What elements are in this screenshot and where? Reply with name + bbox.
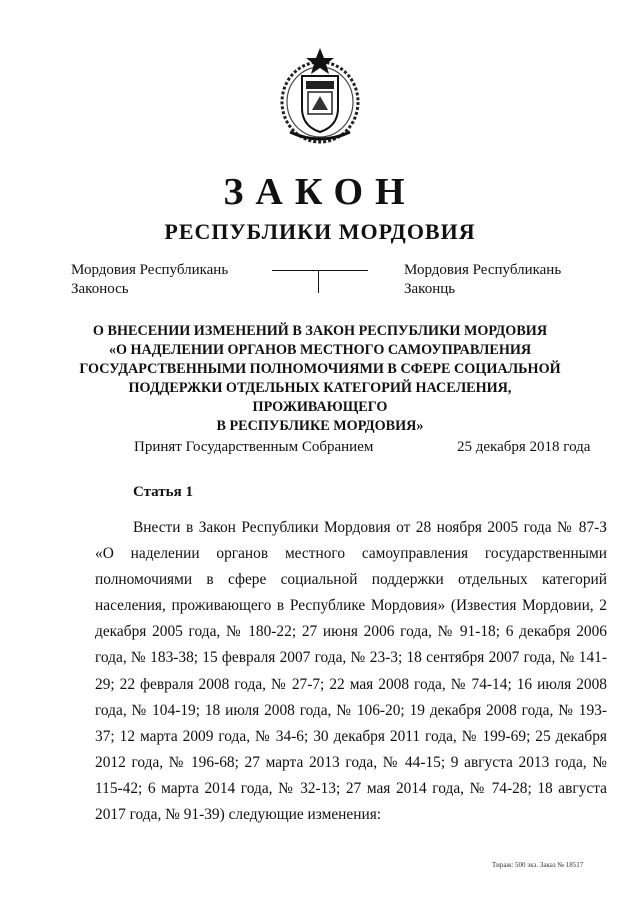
heading-line: ГОСУДАРСТВЕННЫМИ ПОЛНОМОЧИЯМИ В СФЕРЕ СОЦИАЛЬНОЙ — [79, 361, 561, 377]
document-subtitle: РЕСПУБЛИКИ МОРДОВИЯ — [164, 219, 476, 244]
heading-line: О ВНЕСЕНИИ ИЗМЕНЕНИЙ В ЗАКОН РЕСПУБЛИКИ МОРДОВИЯ — [92, 323, 548, 339]
divider-line — [272, 270, 368, 271]
left-language-title-line: Законось — [71, 281, 129, 297]
heading-line: ПОДДЕРЖКИ ОТДЕЛЬНЫХ КАТЕГОРИЙ НАСЕЛЕНИЯ, ПРОЖИВАЮЩЕГО — [128, 380, 512, 415]
adopted-by-label: Принят Государственным Собранием — [134, 439, 374, 455]
adopted-date: 25 декабря 2018 года — [457, 439, 591, 455]
article-title: Статья 1 — [133, 484, 193, 500]
print-run-info: Тираж: 500 экз. Заказ № 18517 — [492, 861, 584, 869]
left-language-title-line: Мордовия Республикань — [71, 262, 229, 278]
document-title: ЗАКОН — [223, 171, 417, 213]
article-body: Внести в Закон Республики Мордовия от 28 ноября 2005 года № 87-З «О наделении органов местного самоуправления государственными полномочиями в сфере социальной поддержки отдельных категорий населения, проживающего в Республике Мордовия» (Известия Мордовии, 2 декабря 2005 года, № 180-22; 27 июня 2006 года, № 91-18; 6 декабря 2006 года, № 183-38; 15 февраля 2007 года, № 23-3; 18 сентября 2007 года, № 141-29; 22 февраля 2008 года, № 27-7; 22 мая 2008 года, № 74-14; 16 июля 2008 года, № 104-19; 18 июля 2008 года, № 106-20; 19 декабря 2008 года, № 193-37; 12 марта 2009 года, № 34-6; 30 декабря 2011 года, № 199-69; 25 декабря 2012 года, № 196-68; 27 марта 2013 года, № 44-15; 9 августа 2013 года, № 115-42; 6 марта 2014 года, № 32-13; 27 мая 2014 года, № 74-28; 18 августа 2017 года, № 91-39) следующие изменения: — [95, 519, 607, 824]
divider-tick — [318, 270, 319, 293]
left-language-title — [71, 261, 228, 299]
right-language-title-line: Мордовия Республикань — [404, 262, 562, 278]
heading-line: В РЕСПУБЛИКЕ МОРДОВИЯ» — [216, 418, 424, 434]
right-language-title-line: Законць — [404, 281, 456, 297]
law-heading — [60, 322, 580, 436]
coat-of-arms-emblem — [272, 46, 368, 150]
heading-line: «О НАДЕЛЕНИИ ОРГАНОВ МЕСТНОГО САМОУПРАВЛЕНИЯ — [108, 342, 532, 358]
right-language-title — [404, 261, 561, 299]
